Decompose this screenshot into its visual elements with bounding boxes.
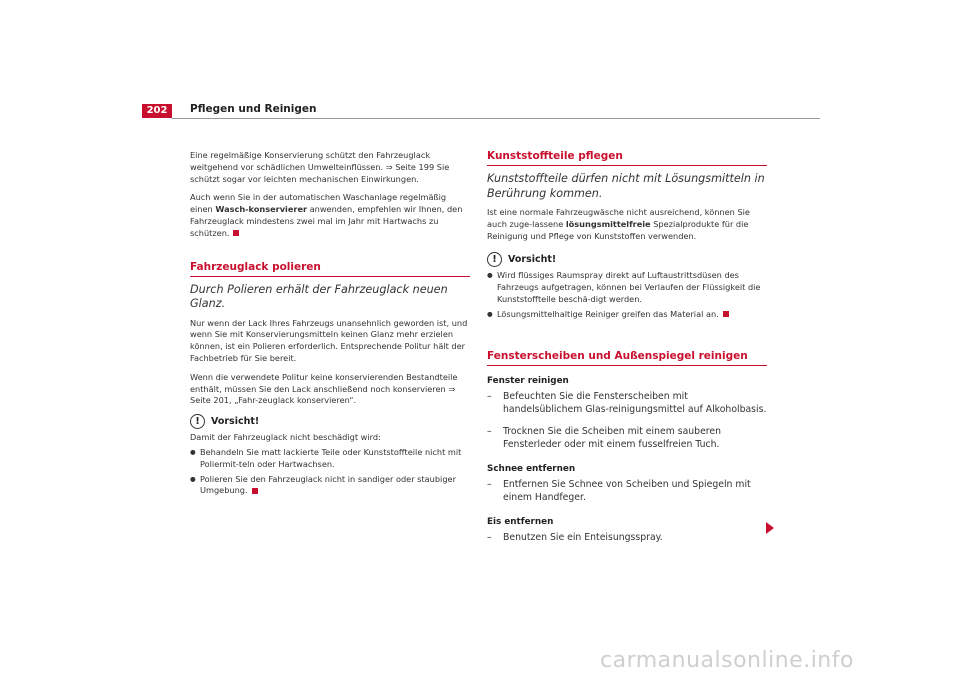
step-item: – Trocknen Sie die Scheiben mit einem sauberen Fensterleder oder mit einem fusselfreien Tuch. [487, 425, 767, 452]
section-paragraph-1: Nur wenn der Lack Ihres Fahrzeugs unansehnlich geworden ist, und wenn Sie mit Konservierungsmitteln keinen Glanz mehr erzielen können, ist ein Polieren erforderlich. Entsprechende Politur hält der Fachbetrieb für Sie bereit. [190, 317, 468, 363]
section-rule [487, 365, 767, 366]
section-rule [190, 276, 470, 277]
subheading-schnee-entfernen: Schnee entfernen [487, 463, 576, 474]
caution-icon: ! [487, 252, 502, 267]
running-header: Pflegen und Reinigen [190, 103, 317, 115]
page-number: 202 [142, 104, 172, 118]
section-title-polieren: Fahrzeuglack polieren [190, 260, 321, 273]
section-subtitle: Kunststoffteile dürfen nicht mit Lösungsmitteln in Berührung kommen. [487, 172, 765, 200]
end-mark-icon [252, 488, 258, 494]
watermark: carmanualsonline.info [600, 648, 854, 673]
section-title-fenster: Fensterscheiben und Außenspiegel reinigen [487, 349, 748, 362]
caution-header [190, 414, 470, 429]
end-mark-icon [233, 230, 239, 236]
section-rule [487, 165, 767, 166]
caution-title: Vorsicht! [508, 254, 557, 266]
caution-title: Vorsicht! [211, 416, 260, 428]
step-item: – Befeuchten Sie die Fensterscheiben mit handelsüblichem Glas-reinigungsmittel auf Alkoholbasis. [487, 390, 767, 417]
step-item: – Entfernen Sie Schnee von Scheiben und Spiegeln mit einem Handfeger. [487, 478, 767, 505]
section-subtitle: Durch Polieren erhält der Fahrzeuglack neuen Glanz. [190, 282, 448, 311]
caution-intro: Damit der Fahrzeuglack nicht beschädigt wird: [190, 432, 381, 443]
caution-bullet: ● Wird flüssiges Raumspray direkt auf Luftaustrittsdüsen des Fahrzeugs aufgetragen, können bei Verlaufen der Flüssigkeit die Kunststoffteile beschä-digt werden. [487, 270, 767, 305]
step-item: – Benutzen Sie ein Enteisungsspray. [487, 531, 767, 545]
bold-term: Wasch-konservierer [215, 204, 308, 215]
right-column [487, 150, 767, 552]
intro-paragraph-1: Eine regelmäßige Konservierung schützt den Fahrzeuglack weitgehend vor schädlichen Umwelteinflüssen. ⇒ Seite 199 Sie schützt sogar vor leichten mechanischen Einwirkungen. [190, 150, 450, 184]
bold-term: lösungsmittelfreie [565, 218, 651, 229]
caution-icon: ! [190, 414, 205, 429]
arrow-right-icon [766, 522, 774, 534]
kunststoff-paragraph: Ist eine normale Fahrzeugwäsche nicht ausreichend, können Sie auch zuge-lassene lösungsmittelfreie Spezialprodukte für die Reinigung und Pflege von Kunststoffen verwenden. [487, 207, 750, 241]
section-paragraph-2: Wenn die verwendete Politur keine konservierenden Bestandteile enthält, müssen Sie den Lack anschließend noch konservieren ⇒ Seite 201, „Fahr-zeuglack konservieren“. [190, 371, 458, 406]
caution-bullet: ● Behandeln Sie matt lackierte Teile oder Kunststoffteile nicht mit Poliermit-teln oder Hartwachsen. [190, 447, 470, 471]
caution-header [487, 252, 767, 267]
caution-bullet: ● Lösungsmittelhaltige Reiniger greifen das Material an. [487, 309, 767, 321]
header-rule [172, 118, 820, 119]
caution-bullet: ● Polieren Sie den Fahrzeuglack nicht in sandiger oder staubiger Umgebung. [190, 474, 470, 498]
left-column [190, 150, 470, 504]
subheading-eis-entfernen: Eis entfernen [487, 516, 554, 527]
section-title-kunststoff: Kunststoffteile pflegen [487, 150, 623, 162]
intro-paragraph-2: Auch wenn Sie in der automatischen Waschanlage regelmäßig einen Wasch-konservierer anwenden, empfehlen wir Ihnen, den Fahrzeuglack mindestens zwei mal im Jahr mit Hartwachs zu schützen. [190, 192, 463, 238]
end-mark-icon [723, 311, 729, 317]
subheading-fenster-reinigen: Fenster reinigen [487, 375, 569, 386]
